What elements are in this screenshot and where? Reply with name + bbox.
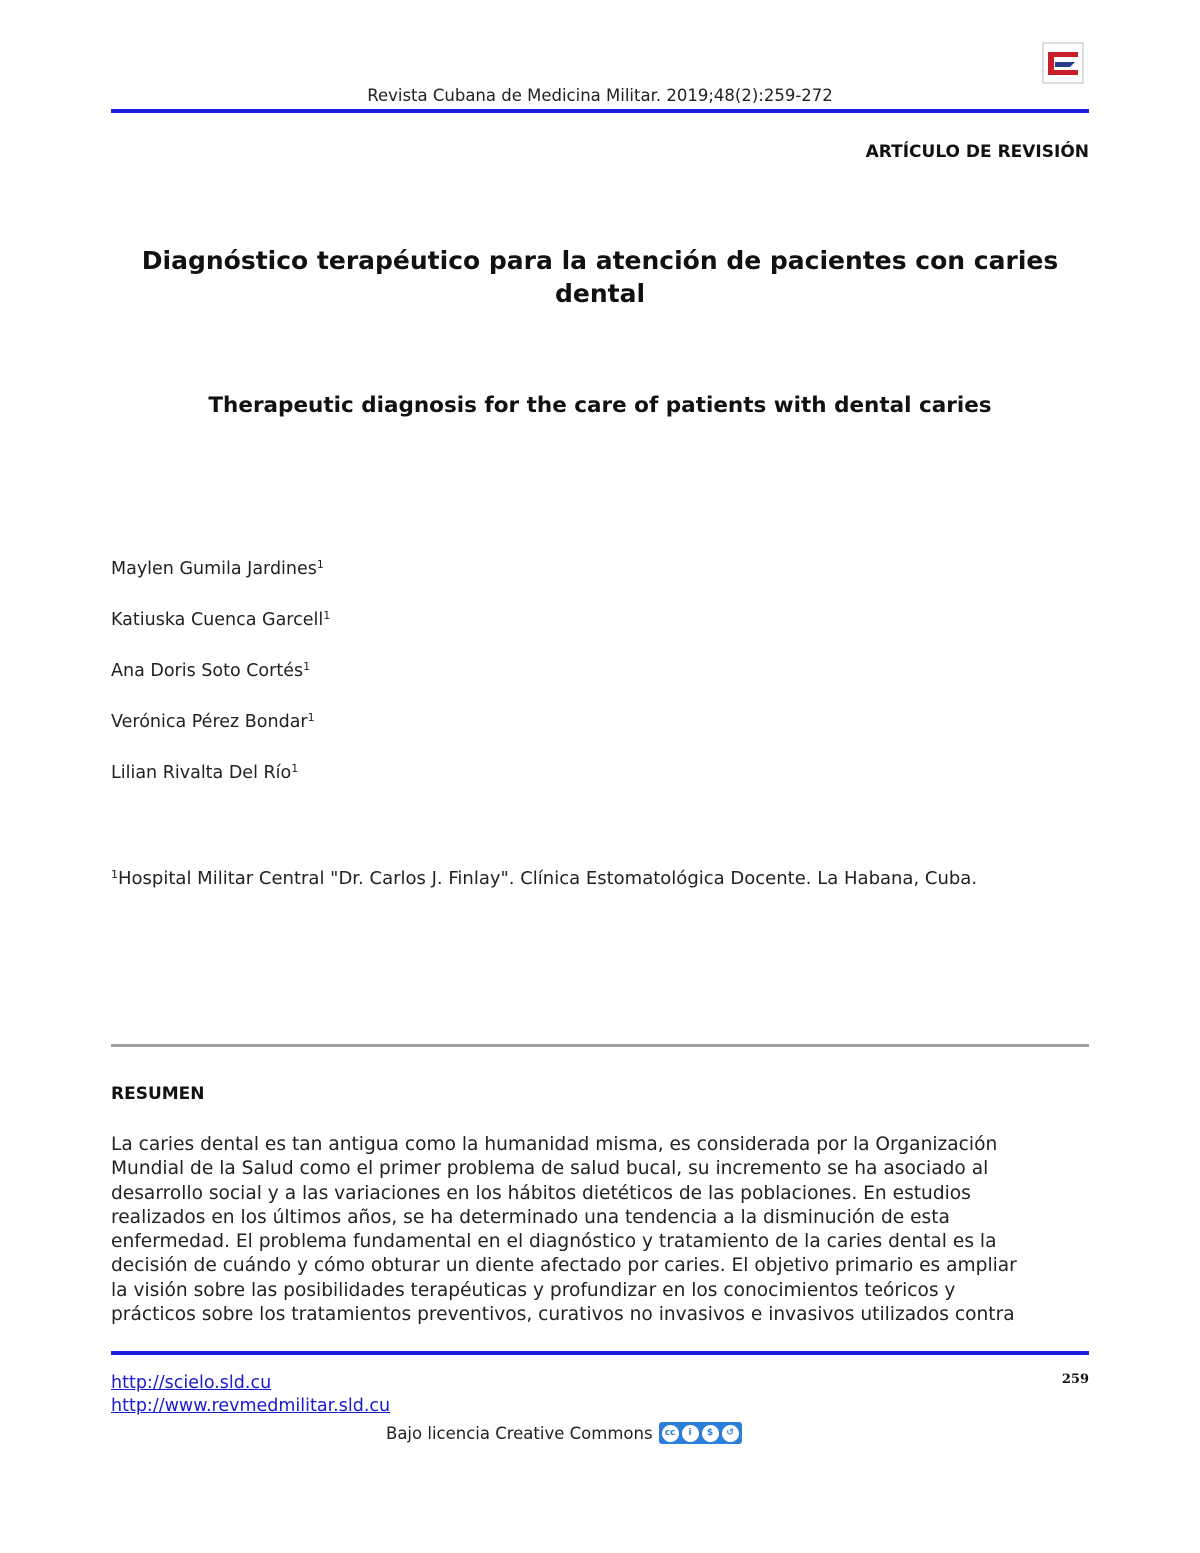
page-number: 259 bbox=[1061, 1372, 1089, 1387]
author-name: Maylen Gumila Jardines$^1$ bbox=[111, 558, 324, 579]
cc-icon: cc bbox=[661, 1424, 680, 1443]
scielo-link[interactable]: http://scielo.sld.cu bbox=[111, 1373, 272, 1393]
sa-icon: ↺ bbox=[721, 1424, 740, 1443]
header-rule bbox=[111, 109, 1089, 113]
journal-logo-icon bbox=[1040, 40, 1086, 86]
abstract-line: Mundial de la Salud como el primer problema de salud bucal, su incremento se ha asociado al bbox=[111, 1158, 989, 1180]
article-title-spanish: Diagnóstico terapéutico para la atención de pacientes con caries dental bbox=[141, 246, 1059, 308]
abstract-line: realizados en los últimos años, se ha determinado una tendencia a la disminución de esta bbox=[111, 1206, 950, 1228]
abstract-line: desarrollo social y a las variaciones en los hábitos dietéticos de las poblaciones. En estudios bbox=[111, 1182, 971, 1204]
abstract-line: la visión sobre las posibilidades terapéuticas y profundizar en los conocimientos teóricos y bbox=[111, 1279, 956, 1301]
author-name: Lilian Rivalta Del Río$^1$ bbox=[111, 762, 299, 783]
section-divider bbox=[111, 1044, 1089, 1047]
abstract-line: prácticos sobre los tratamientos preventivos, curativos no invasivos e invasivos utilizados contra bbox=[111, 1304, 1015, 1326]
author-name: Ana Doris Soto Cortés$^1$ bbox=[111, 660, 311, 681]
journal-website-link[interactable]: http://www.revmedmilitar.sld.cu bbox=[111, 1396, 391, 1416]
section-label: ARTÍCULO DE REVISIÓN bbox=[865, 142, 1089, 162]
abstract-heading: RESUMEN bbox=[111, 1084, 205, 1104]
license-notice bbox=[386, 1422, 742, 1444]
footer-rule bbox=[111, 1351, 1089, 1355]
abstract-text bbox=[111, 1133, 1089, 1327]
abstract-line: La caries dental es tan antigua como la humanidad misma, es considerada por la Organización bbox=[111, 1134, 998, 1155]
affiliation: $^1$Hospital Militar Central "Dr. Carlos J. Finlay". Clínica Estomatológica Docente. La Habana, Cuba. bbox=[111, 868, 978, 889]
license-text: Bajo licencia Creative Commons bbox=[386, 1423, 653, 1443]
author-name: Verónica Pérez Bondar$^1$ bbox=[111, 711, 315, 732]
creative-commons-badge[interactable] bbox=[659, 1422, 742, 1444]
by-icon: i bbox=[681, 1424, 700, 1443]
article-title-english: Therapeutic diagnosis for the care of patients with dental caries bbox=[208, 393, 992, 418]
author-name: Katiuska Cuenca Garcell$^1$ bbox=[111, 609, 331, 630]
nc-icon: $ bbox=[701, 1424, 720, 1443]
abstract-line: decisión de cuándo y cómo obturar un diente afectado por caries. El objetivo primario es ampliar bbox=[111, 1255, 1017, 1277]
journal-citation: Revista Cubana de Medicina Militar. 2019;48(2):259-272 bbox=[367, 86, 833, 105]
abstract-line: enfermedad. El problema fundamental en el diagnóstico y tratamiento de la caries dental es la bbox=[111, 1231, 997, 1253]
